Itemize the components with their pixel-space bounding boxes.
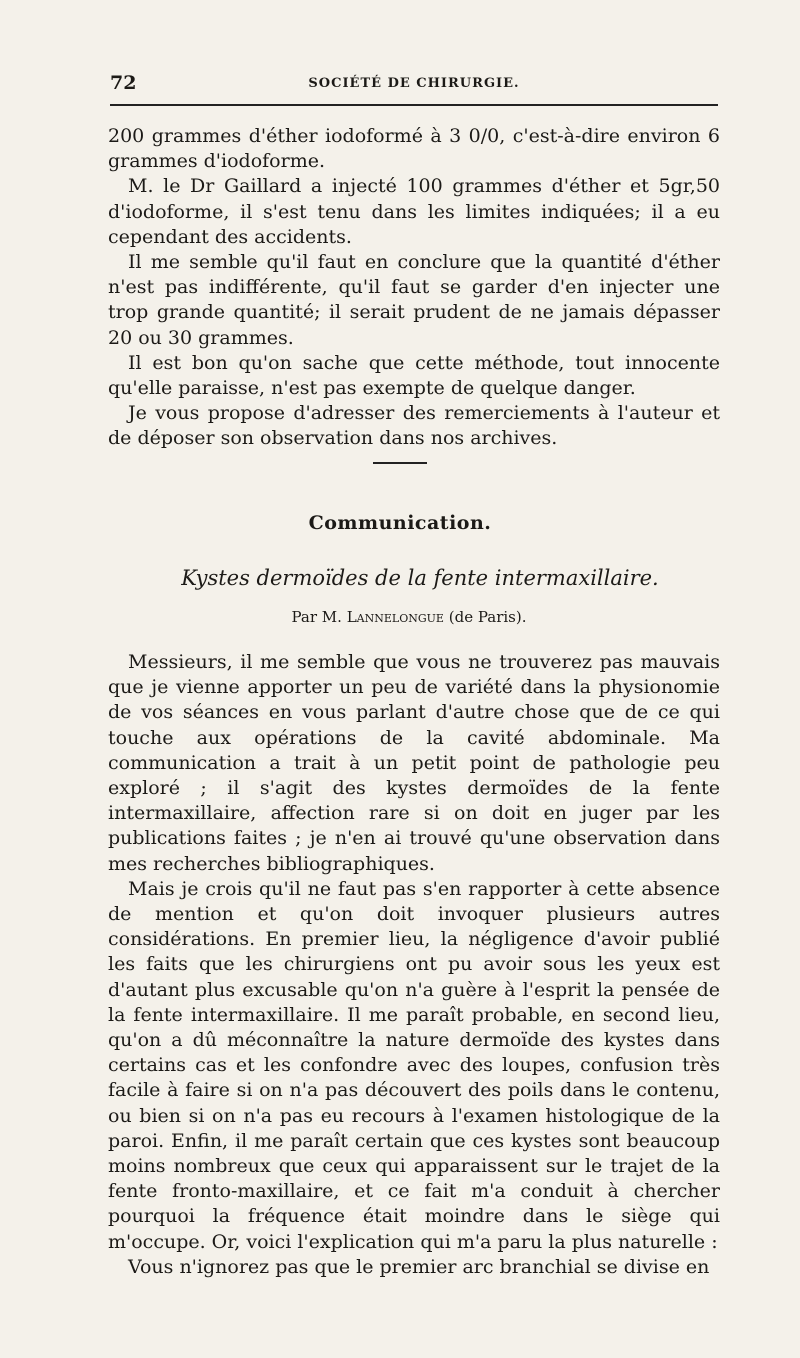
- byline-suffix: (de Paris).: [448, 608, 527, 626]
- header-rule: [110, 104, 718, 106]
- page-header: [110, 72, 718, 96]
- intro-text: [108, 124, 720, 452]
- byline: [0, 608, 800, 626]
- paragraph: Je vous propose d'adresser des remerciements à l'auteur et de déposer son observation dans nos archives.: [108, 402, 720, 450]
- body-text: [108, 650, 720, 1280]
- article-title: Kystes dermoïdes de la fente intermaxillaire.: [181, 566, 659, 590]
- paragraph: Il me semble qu'il faut en conclure que la quantité d'éther n'est pas indifférente, qu'il faut se garder d'en injecter une trop grande quantité; il serait prudent de ne jamais dépasser 20 ou 30 grammes.: [108, 251, 720, 349]
- byline-author: Lannelongue: [346, 608, 444, 626]
- section-separator: [373, 462, 427, 464]
- paragraph: 200 grammes d'éther iodoformé à 3 0/0, c'est-à-dire environ 6 grammes d'iodoforme.: [108, 125, 720, 173]
- section-heading: Communication.: [308, 512, 492, 534]
- byline-prefix: Par M.: [291, 608, 342, 626]
- paragraph: Il est bon qu'on sache que cette méthode, tout innocente qu'elle paraisse, n'est pas exempte de quelque danger.: [108, 351, 720, 400]
- paragraph: M. le Dr Gaillard a injecté 100 grammes d'éther et 5gr,50 d'iodoforme, il s'est tenu dans les limites indiquées; il a eu cependant des accidents.: [108, 175, 720, 248]
- page-number: 72: [110, 72, 137, 94]
- paragraph: Messieurs, il me semble que vous ne trouverez pas mauvais que je vienne apporter un peu de variété dans la physionomie de vos séances en vous parlant d'autre chose que de ce qui touche aux opérations de la cavité abdominale. Ma communication a trait à un petit point de pathologie peu exploré ; il s'agit des kystes dermoïdes de la fente intermaxillaire, affection rare si on doit en juger par les publications faites ; je n'en ai trouvé qu'une observation dans mes recherches bibliographiques.: [108, 651, 720, 875]
- running-title: SOCIÉTÉ DE CHIRURGIE.: [308, 76, 520, 91]
- paragraph: Mais je crois qu'il ne faut pas s'en rapporter à cette absence de mention et qu'on doit invoquer plusieurs autres considérations. En premier lieu, la négligence d'avoir publié les faits que les chirurgiens ont pu avoir sous les yeux est d'autant plus excusable qu'on n'a guère à l'esprit la pensée de la fente intermaxillaire. Il me paraît probable, en second lieu, qu'on a dû méconnaître la nature dermoïde des kystes dans certains cas et les confondre avec des loupes, confusion très facile à faire si on n'a pas découvert des poils dans le contenu, ou bien si on n'a pas eu recours à l'examen histologique de la paroi. Enfin, il me paraît certain que ces kystes sont beaucoup moins nombreux que ceux qui apparaissent sur le trajet de la fente fronto-maxillaire, et ce fait m'a conduit à chercher pourquoi la fréquence était moindre dans le siège qui m'occupe. Or, voici l'explication qui m'a paru la plus naturelle :: [108, 877, 720, 1253]
- paragraph: Vous n'ignorez pas que le premier arc branchial se divise en: [128, 1255, 710, 1278]
